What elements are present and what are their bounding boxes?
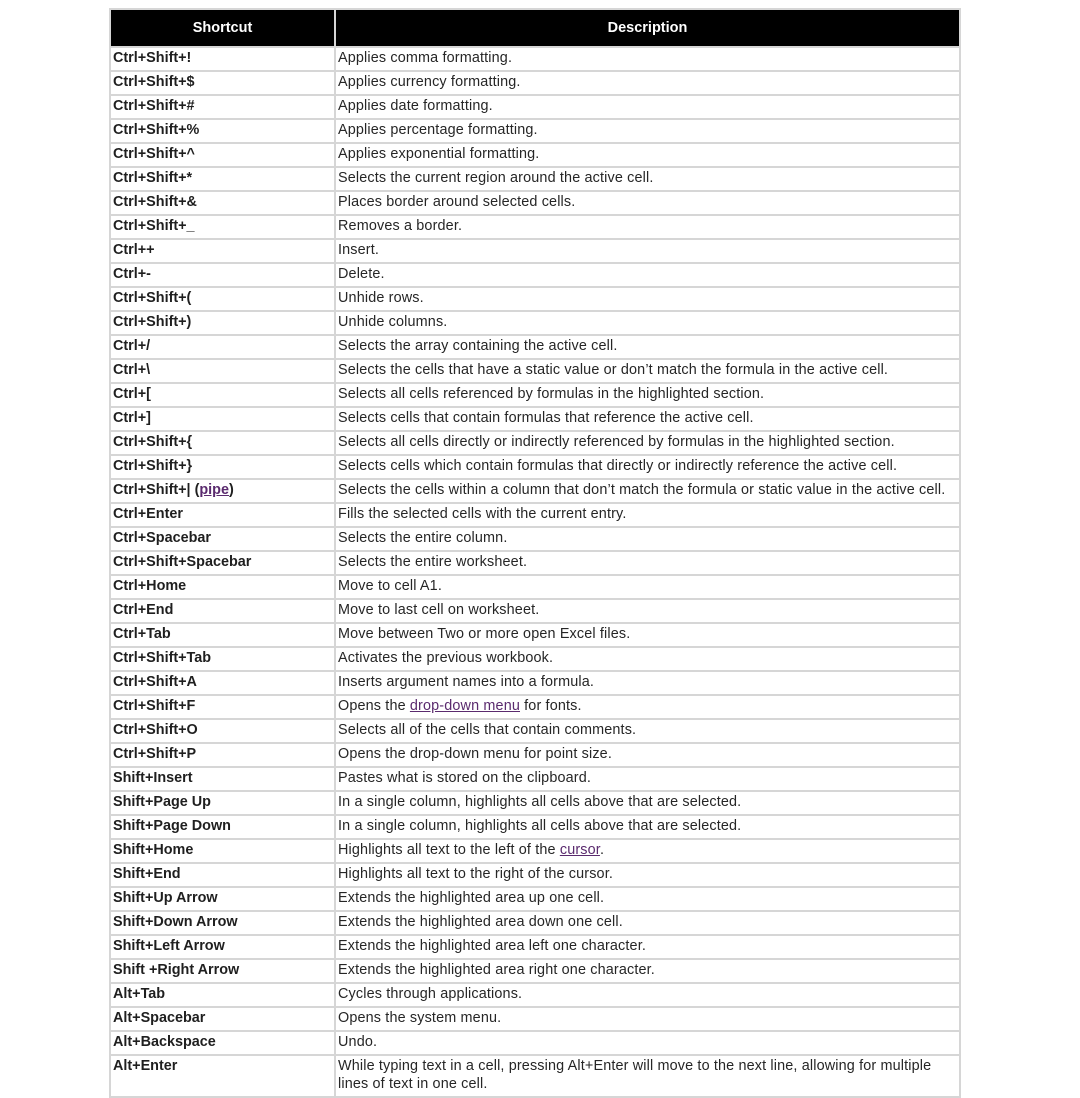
table-row: [110, 167, 960, 191]
table-row: [110, 431, 960, 455]
shortcut-cell: [110, 1031, 335, 1055]
table-row: [110, 479, 960, 503]
shortcut-cell: [110, 71, 335, 95]
shortcut-text: Ctrl+Shift+F: [113, 698, 196, 714]
description-text: Delete.: [338, 266, 385, 282]
shortcut-link[interactable]: pipe: [199, 482, 229, 498]
description-cell: [335, 431, 960, 455]
shortcut-cell: [110, 215, 335, 239]
table-row: [110, 647, 960, 671]
table-row: [110, 671, 960, 695]
shortcut-cell: [110, 983, 335, 1007]
shortcut-cell: [110, 503, 335, 527]
description-text: Selects the current region around the active cell.: [338, 170, 654, 186]
description-cell: [335, 647, 960, 671]
shortcut-cell: [110, 119, 335, 143]
table-header-row: [110, 9, 960, 47]
shortcut-table-container: [109, 8, 959, 1098]
description-cell: [335, 407, 960, 431]
description-cell: [335, 455, 960, 479]
description-text: Removes a border.: [338, 218, 463, 234]
shortcut-text: Ctrl+/: [113, 338, 151, 354]
shortcut-text: Ctrl+Shift+| (: [113, 482, 200, 498]
shortcut-cell: [110, 407, 335, 431]
description-cell: [335, 263, 960, 287]
shortcut-text: Alt+Backspace: [113, 1034, 216, 1050]
shortcut-text: Ctrl+Shift+!: [113, 50, 192, 66]
description-cell: [335, 575, 960, 599]
table-row: [110, 719, 960, 743]
description-text: Applies currency formatting.: [338, 74, 521, 90]
table-row: [110, 695, 960, 719]
table-row: [110, 311, 960, 335]
shortcut-text: Ctrl+Shift+{: [113, 434, 193, 450]
shortcut-text: Shift+Page Down: [113, 818, 231, 834]
description-text: Selects the cells within a column that don’t match the formula or static value in the active cell.: [338, 482, 946, 498]
shortcut-cell: [110, 671, 335, 695]
shortcut-cell: [110, 551, 335, 575]
table-row: [110, 935, 960, 959]
shortcut-cell: [110, 431, 335, 455]
description-text: Selects all of the cells that contain comments.: [338, 722, 637, 738]
shortcut-text: Ctrl+Spacebar: [113, 530, 211, 546]
description-text: Selects cells which contain formulas that directly or indirectly reference the active cell.: [338, 458, 898, 474]
description-cell: [335, 1031, 960, 1055]
shortcut-text: Ctrl+Shift+%: [113, 122, 200, 138]
table-row: [110, 455, 960, 479]
description-cell: [335, 167, 960, 191]
shortcut-text: Ctrl+Shift+#: [113, 98, 195, 114]
description-text: Opens the: [338, 698, 410, 714]
shortcut-cell: [110, 143, 335, 167]
table-row: [110, 839, 960, 863]
description-cell: [335, 119, 960, 143]
table-row: [110, 959, 960, 983]
table-body: [110, 47, 960, 1097]
shortcut-text: Shift+End: [113, 866, 181, 882]
description-cell: [335, 839, 960, 863]
shortcut-cell: [110, 863, 335, 887]
shortcut-cell: [110, 527, 335, 551]
description-text: Selects all cells directly or indirectly referenced by formulas in the highlighted section.: [338, 434, 895, 450]
table-row: [110, 863, 960, 887]
shortcut-cell: [110, 959, 335, 983]
description-cell: [335, 143, 960, 167]
table-row: [110, 1031, 960, 1055]
shortcut-cell: [110, 455, 335, 479]
shortcut-text: Ctrl+End: [113, 602, 174, 618]
description-cell: [335, 671, 960, 695]
description-cell: [335, 863, 960, 887]
description-text: Fills the selected cells with the current entry.: [338, 506, 627, 522]
description-cell: [335, 479, 960, 503]
description-text-after: for fonts.: [520, 698, 582, 714]
table-row: [110, 47, 960, 71]
table-row: [110, 599, 960, 623]
shortcut-text: Ctrl+[: [113, 386, 151, 402]
description-text: Places border around selected cells.: [338, 194, 576, 210]
column-header-description: Description: [335, 9, 960, 47]
description-cell: [335, 95, 960, 119]
description-cell: [335, 71, 960, 95]
table-row: [110, 239, 960, 263]
table-row: [110, 983, 960, 1007]
description-cell: [335, 911, 960, 935]
table-row: [110, 359, 960, 383]
description-text: Move to last cell on worksheet.: [338, 602, 540, 618]
description-cell: [335, 503, 960, 527]
shortcut-cell: [110, 647, 335, 671]
shortcut-cell: [110, 167, 335, 191]
description-text: Move between Two or more open Excel files.: [338, 626, 631, 642]
description-cell: [335, 527, 960, 551]
description-text: Selects the array containing the active cell.: [338, 338, 618, 354]
shortcut-text: Ctrl+Tab: [113, 626, 171, 642]
description-cell: [335, 767, 960, 791]
shortcut-text: Shift +Right Arrow: [113, 962, 240, 978]
shortcut-text: Ctrl+Home: [113, 578, 187, 594]
description-cell: [335, 887, 960, 911]
table-row: [110, 263, 960, 287]
shortcut-cell: [110, 743, 335, 767]
table-row: [110, 575, 960, 599]
description-cell: [335, 791, 960, 815]
shortcut-text: Ctrl+Shift+Spacebar: [113, 554, 252, 570]
table-row: [110, 1055, 960, 1097]
description-text: Move to cell A1.: [338, 578, 442, 594]
table-row: [110, 95, 960, 119]
description-cell: [335, 311, 960, 335]
shortcut-text: Ctrl+Shift+}: [113, 458, 193, 474]
shortcut-text: Ctrl+]: [113, 410, 151, 426]
description-text: Extends the highlighted area left one character.: [338, 938, 647, 954]
description-text: Extends the highlighted area right one character.: [338, 962, 655, 978]
shortcut-cell: [110, 95, 335, 119]
shortcut-text: Alt+Tab: [113, 986, 166, 1002]
description-cell: [335, 551, 960, 575]
shortcut-cell: [110, 599, 335, 623]
description-text: Applies exponential formatting.: [338, 146, 540, 162]
description-cell: [335, 239, 960, 263]
shortcut-cell: [110, 479, 335, 503]
table-row: [110, 767, 960, 791]
description-text: In a single column, highlights all cells above that are selected.: [338, 818, 742, 834]
description-text: Selects the cells that have a static value or don’t match the formula in the active cell.: [338, 362, 889, 378]
shortcut-cell: [110, 1007, 335, 1031]
table-row: [110, 623, 960, 647]
shortcut-cell: [110, 695, 335, 719]
shortcut-text: Alt+Enter: [113, 1058, 178, 1074]
description-text: Unhide rows.: [338, 290, 424, 306]
shortcut-text: Ctrl+\: [113, 362, 151, 378]
description-link[interactable]: drop-down menu: [409, 698, 520, 714]
table-row: [110, 215, 960, 239]
description-cell: [335, 599, 960, 623]
description-cell: [335, 383, 960, 407]
shortcut-text-after: ): [228, 482, 234, 498]
description-text: Selects the entire column.: [338, 530, 508, 546]
description-cell: [335, 335, 960, 359]
shortcut-table: [109, 8, 961, 1098]
table-row: [110, 503, 960, 527]
shortcut-cell: [110, 767, 335, 791]
description-text: Selects cells that contain formulas that reference the active cell.: [338, 410, 754, 426]
shortcut-text: Shift+Down Arrow: [113, 914, 238, 930]
table-row: [110, 287, 960, 311]
description-cell: [335, 959, 960, 983]
shortcut-text: Ctrl+Shift+^: [113, 146, 195, 162]
shortcut-text: Ctrl+-: [113, 266, 151, 282]
shortcut-cell: [110, 791, 335, 815]
table-row: [110, 143, 960, 167]
shortcut-text: Shift+Home: [113, 842, 194, 858]
shortcut-text: Alt+Spacebar: [113, 1010, 206, 1026]
description-text-after: .: [599, 842, 605, 858]
shortcut-text: Ctrl+Shift+_: [113, 218, 195, 234]
shortcut-cell: [110, 911, 335, 935]
shortcut-cell: [110, 815, 335, 839]
description-cell: [335, 359, 960, 383]
shortcut-cell: [110, 239, 335, 263]
shortcut-cell: [110, 191, 335, 215]
shortcut-text: Ctrl+Shift+A: [113, 674, 197, 690]
description-cell: [335, 191, 960, 215]
shortcut-cell: [110, 575, 335, 599]
shortcut-text: Ctrl+Shift+&: [113, 194, 197, 210]
shortcut-text: Ctrl+Shift+O: [113, 722, 198, 738]
description-text: Extends the highlighted area down one cell.: [338, 914, 623, 930]
shortcut-cell: [110, 383, 335, 407]
shortcut-cell: [110, 335, 335, 359]
description-cell: [335, 935, 960, 959]
description-text: Highlights all text to the left of the: [338, 842, 560, 858]
description-cell: [335, 815, 960, 839]
shortcut-text: Ctrl+Shift+$: [113, 74, 195, 90]
shortcut-cell: [110, 1055, 335, 1097]
shortcut-text: Shift+Left Arrow: [113, 938, 225, 954]
table-row: [110, 551, 960, 575]
shortcut-cell: [110, 263, 335, 287]
description-text: Undo.: [338, 1034, 378, 1050]
description-text: Applies date formatting.: [338, 98, 493, 114]
shortcut-cell: [110, 719, 335, 743]
description-text: Extends the highlighted area up one cell.: [338, 890, 605, 906]
description-text: Inserts argument names into a formula.: [338, 674, 595, 690]
table-row: [110, 1007, 960, 1031]
shortcut-text: Ctrl++: [113, 242, 155, 258]
description-text: Unhide columns.: [338, 314, 448, 330]
description-cell: [335, 215, 960, 239]
description-cell: [335, 287, 960, 311]
description-text: Insert.: [338, 242, 380, 258]
description-text: While typing text in a cell, pressing Alt+Enter will move to the next line, allowing for multiple lines of text in one cell.: [338, 1058, 932, 1092]
description-text: Selects the entire worksheet.: [338, 554, 528, 570]
table-row: [110, 815, 960, 839]
description-text: Selects all cells referenced by formulas in the highlighted section.: [338, 386, 765, 402]
description-text: Opens the drop-down menu for point size.: [338, 746, 612, 762]
description-link[interactable]: cursor: [559, 842, 600, 858]
shortcut-cell: [110, 359, 335, 383]
description-text: Highlights all text to the right of the cursor.: [338, 866, 614, 882]
description-cell: [335, 1055, 960, 1097]
shortcut-cell: [110, 623, 335, 647]
table-row: [110, 119, 960, 143]
shortcut-text: Ctrl+Shift+*: [113, 170, 193, 186]
description-cell: [335, 719, 960, 743]
table-row: [110, 383, 960, 407]
shortcut-text: Ctrl+Shift+(: [113, 290, 192, 306]
shortcut-cell: [110, 47, 335, 71]
table-row: [110, 887, 960, 911]
table-row: [110, 335, 960, 359]
shortcut-text: Shift+Up Arrow: [113, 890, 218, 906]
description-text: Applies percentage formatting.: [338, 122, 538, 138]
description-text: Applies comma formatting.: [338, 50, 513, 66]
shortcut-cell: [110, 287, 335, 311]
description-cell: [335, 1007, 960, 1031]
description-text: Activates the previous workbook.: [338, 650, 554, 666]
shortcut-text: Ctrl+Shift+Tab: [113, 650, 212, 666]
shortcut-cell: [110, 935, 335, 959]
column-header-shortcut: Shortcut: [110, 9, 335, 47]
shortcut-cell: [110, 311, 335, 335]
description-cell: [335, 983, 960, 1007]
table-row: [110, 527, 960, 551]
description-cell: [335, 695, 960, 719]
shortcut-cell: [110, 839, 335, 863]
description-cell: [335, 47, 960, 71]
shortcut-text: Ctrl+Shift+): [113, 314, 192, 330]
description-text: In a single column, highlights all cells above that are selected.: [338, 794, 742, 810]
description-text: Pastes what is stored on the clipboard.: [338, 770, 592, 786]
shortcut-text: Ctrl+Shift+P: [113, 746, 197, 762]
table-row: [110, 791, 960, 815]
description-text: Opens the system menu.: [338, 1010, 502, 1026]
description-cell: [335, 743, 960, 767]
description-cell: [335, 623, 960, 647]
table-row: [110, 407, 960, 431]
description-text: Cycles through applications.: [338, 986, 523, 1002]
shortcut-cell: [110, 887, 335, 911]
table-row: [110, 71, 960, 95]
shortcut-text: Shift+Page Up: [113, 794, 211, 810]
shortcut-text: Shift+Insert: [113, 770, 193, 786]
table-row: [110, 743, 960, 767]
shortcut-text: Ctrl+Enter: [113, 506, 183, 522]
table-row: [110, 911, 960, 935]
table-row: [110, 191, 960, 215]
